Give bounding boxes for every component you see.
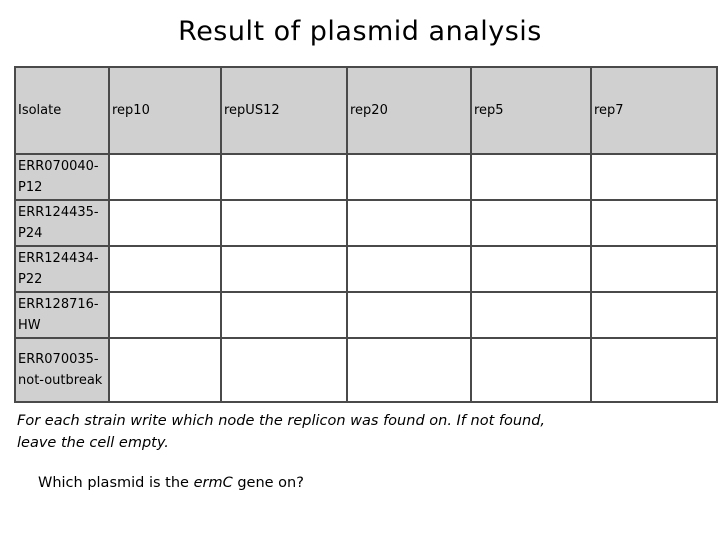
slide-title: Result of plasmid analysis — [178, 16, 542, 47]
table-cell-rep20[interactable] — [347, 246, 471, 292]
table-cell-rep20[interactable] — [347, 200, 471, 246]
question-prefix: Which plasmid is the — [38, 475, 194, 491]
table-cell-repus12[interactable] — [221, 154, 347, 200]
question-suffix: gene on? — [232, 475, 304, 491]
table-cell-repus12[interactable] — [221, 292, 347, 338]
table-cell-rep5[interactable] — [471, 338, 591, 402]
table-cell-repus12[interactable] — [221, 200, 347, 246]
table-cell-rep5[interactable] — [471, 246, 591, 292]
table-row — [15, 292, 717, 338]
table-cell-rep7[interactable] — [591, 154, 717, 200]
table-cell-rep10[interactable] — [109, 338, 221, 402]
isolate-cell: ERR070040-P12 — [15, 154, 109, 200]
isolate-cell: ERR070035-not-outbreak — [15, 338, 109, 402]
column-header-isolate: Isolate — [15, 67, 109, 154]
table-cell-rep7[interactable] — [591, 338, 717, 402]
column-header-rep10: rep10 — [109, 67, 221, 154]
column-header-rep20: rep20 — [347, 67, 471, 154]
isolate-cell: ERR124435-P24 — [15, 200, 109, 246]
table-cell-rep10[interactable] — [109, 154, 221, 200]
gene-name: ermC — [193, 475, 233, 491]
table-cell-rep20[interactable] — [347, 154, 471, 200]
isolate-cell: ERR124434-P22 — [15, 246, 109, 292]
column-header-rep7: rep7 — [591, 67, 717, 154]
table-cell-rep7[interactable] — [591, 200, 717, 246]
plasmid-results-table — [14, 66, 718, 403]
table-cell-rep10[interactable] — [109, 200, 221, 246]
table-header-row — [15, 67, 717, 154]
isolate-cell: ERR128716-HW — [15, 292, 109, 338]
table-row — [15, 246, 717, 292]
table-cell-rep7[interactable] — [591, 246, 717, 292]
table-row — [15, 200, 717, 246]
table-cell-rep10[interactable] — [109, 292, 221, 338]
table-cell-rep5[interactable] — [471, 292, 591, 338]
table-cell-rep20[interactable] — [347, 338, 471, 402]
column-header-rep5: rep5 — [471, 67, 591, 154]
table-row — [15, 338, 717, 402]
table-cell-repus12[interactable] — [221, 246, 347, 292]
table-cell-rep10[interactable] — [109, 246, 221, 292]
instruction-text: For each strain write which node the replicon was found on. If not found, leave the cell empty. — [17, 413, 546, 451]
question-text — [38, 472, 304, 494]
table-cell-rep5[interactable] — [471, 154, 591, 200]
column-header-repus12: repUS12 — [221, 67, 347, 154]
table-row — [15, 154, 717, 200]
table-cell-rep5[interactable] — [471, 200, 591, 246]
table-cell-rep7[interactable] — [591, 292, 717, 338]
table-cell-repus12[interactable] — [221, 338, 347, 402]
table-cell-rep20[interactable] — [347, 292, 471, 338]
